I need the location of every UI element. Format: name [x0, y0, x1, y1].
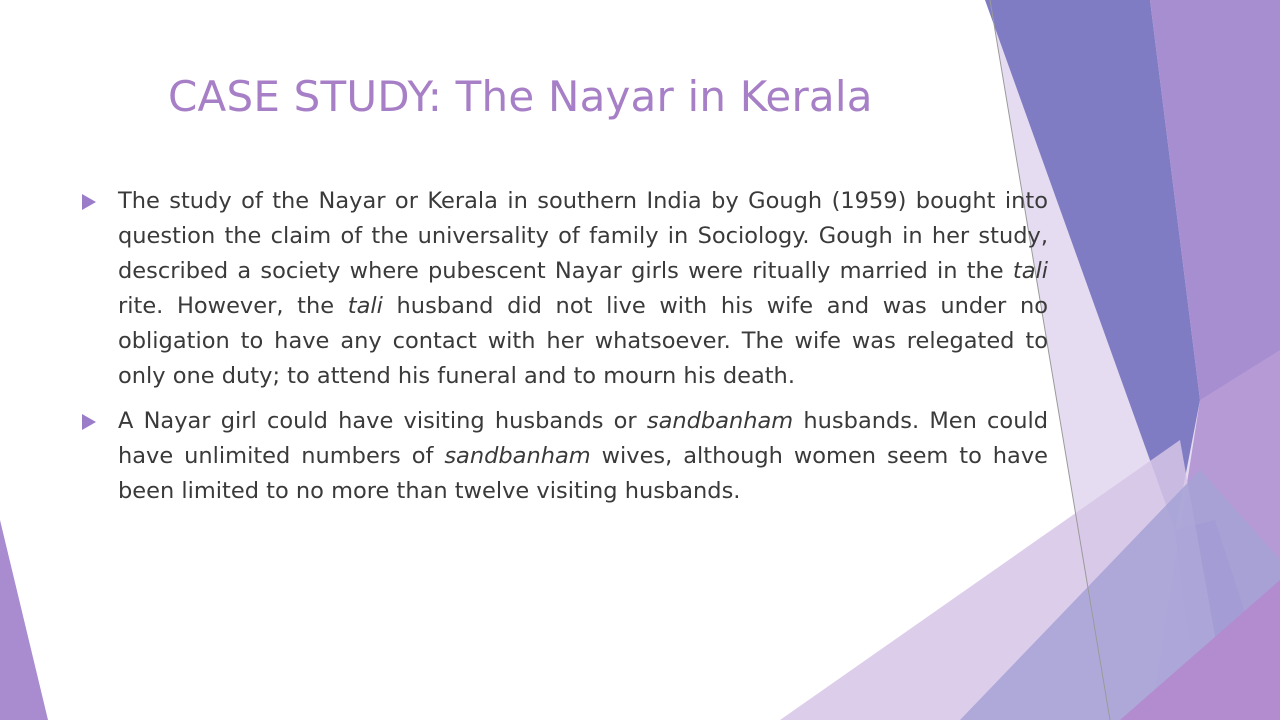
slide-title: CASE STUDY: The Nayar in Kerala [168, 72, 873, 121]
bullet-item [78, 404, 1048, 509]
italic-term: tali [347, 293, 383, 319]
bullet-arrow-icon [82, 414, 96, 430]
text-run: husbands. Men could have unlimited numbers of [118, 408, 1048, 469]
text-run: The study of the Nayar or Kerala in southern India by Gough (1959) bought into question the claim of the universality of family in Sociology. Gough in her study, described a society where pubescent Nayar girls were ritually married in the [118, 188, 1048, 284]
italic-term: tali [1012, 258, 1048, 284]
italic-term: sandbanham [444, 443, 591, 469]
bullet-text [118, 188, 1048, 389]
text-run: A Nayar girl could have visiting husbands or [118, 408, 647, 434]
text-run: rite. However, the [118, 293, 348, 319]
text-run: husband did not live with his wife and was under no obligation to have any contact with her whatsoever. The wife was relegated to only one duty; to attend his funeral and to mourn his death. [118, 293, 1048, 389]
decor-left-sliver [0, 520, 48, 720]
text-run: wives, although women seem to have been limited to no more than twelve visiting husbands. [118, 443, 1048, 504]
italic-term: sandbanham [646, 408, 794, 434]
bullet-item [78, 184, 1048, 394]
bullet-arrow-icon [82, 194, 96, 210]
bullet-text [118, 408, 1048, 504]
bullet-list [78, 184, 1048, 519]
